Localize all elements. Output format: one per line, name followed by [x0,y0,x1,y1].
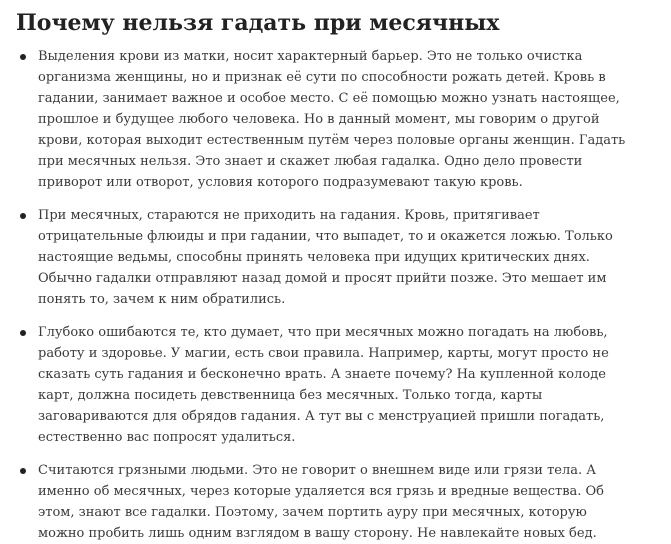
list-item [16,205,636,310]
paragraph-text: Выделения крови из матки, носит характерный барьер. Это не только очистка организма женщины, но и признак её сути по способности рожать детей. Кровь в гадании, занимает важное и особое место. С её помощью можно узнать настоящее, прошлое и будущее любого человека. Но в данный момент, мы говорим о другой крови, которая выходит естественным путём через половые органы женщин. Гадать при месячных нельзя. Это знает и скажет любая гадалка. Одно дело провести приворот или отворот, условия которого подразумевают такую кровь. [38,49,626,190]
list-item [16,322,636,448]
paragraph-text: При месячных, стараются не приходить на гадания. Кровь, притягивает отрицательные флюиды и при гадании, что выпадет, то и окажется ложью. Только настоящие ведьмы, способны принять человека при идущих критических днях. Обычно гадалки отправляют назад домой и просят прийти позже. Это мешает им понять то, зачем к ним обратились. [38,208,613,307]
bullet-dot-icon [20,54,26,60]
bullet-list [16,46,671,544]
paragraph-text: Считаются грязными людьми. Это не говорит о внешнем виде или грязи тела. А именно об месячных, через которые удаляется вся грязь и вредные вещества. Об этом, знают все гадалки. Поэтому, зачем портить ауру при месячных, которую можно пробить лишь одним взглядом в вашу сторону. Не навлекайте новых бед. [38,463,605,541]
bullet-dot-icon [20,213,26,219]
list-item [16,46,636,193]
bullet-dot-icon [20,468,26,474]
list-item [16,460,636,544]
paragraph-text: Глубоко ошибаются те, кто думает, что при месячных можно погадать на любовь, работу и здоровье. У магии, есть свои правила. Например, карты, могут просто не сказать суть гадания и бесконечно врать. А знаете почему? На купленной колоде карт, должна посидеть девственница без месячных. Только тогда, карты заговариваются для обрядов гадания. А тут вы с менструацией пришли погадать, естественно вас попросят удалиться. [38,325,609,445]
article-heading: Почему нельзя гадать при месячных [16,10,500,36]
bullet-dot-icon [20,330,26,336]
